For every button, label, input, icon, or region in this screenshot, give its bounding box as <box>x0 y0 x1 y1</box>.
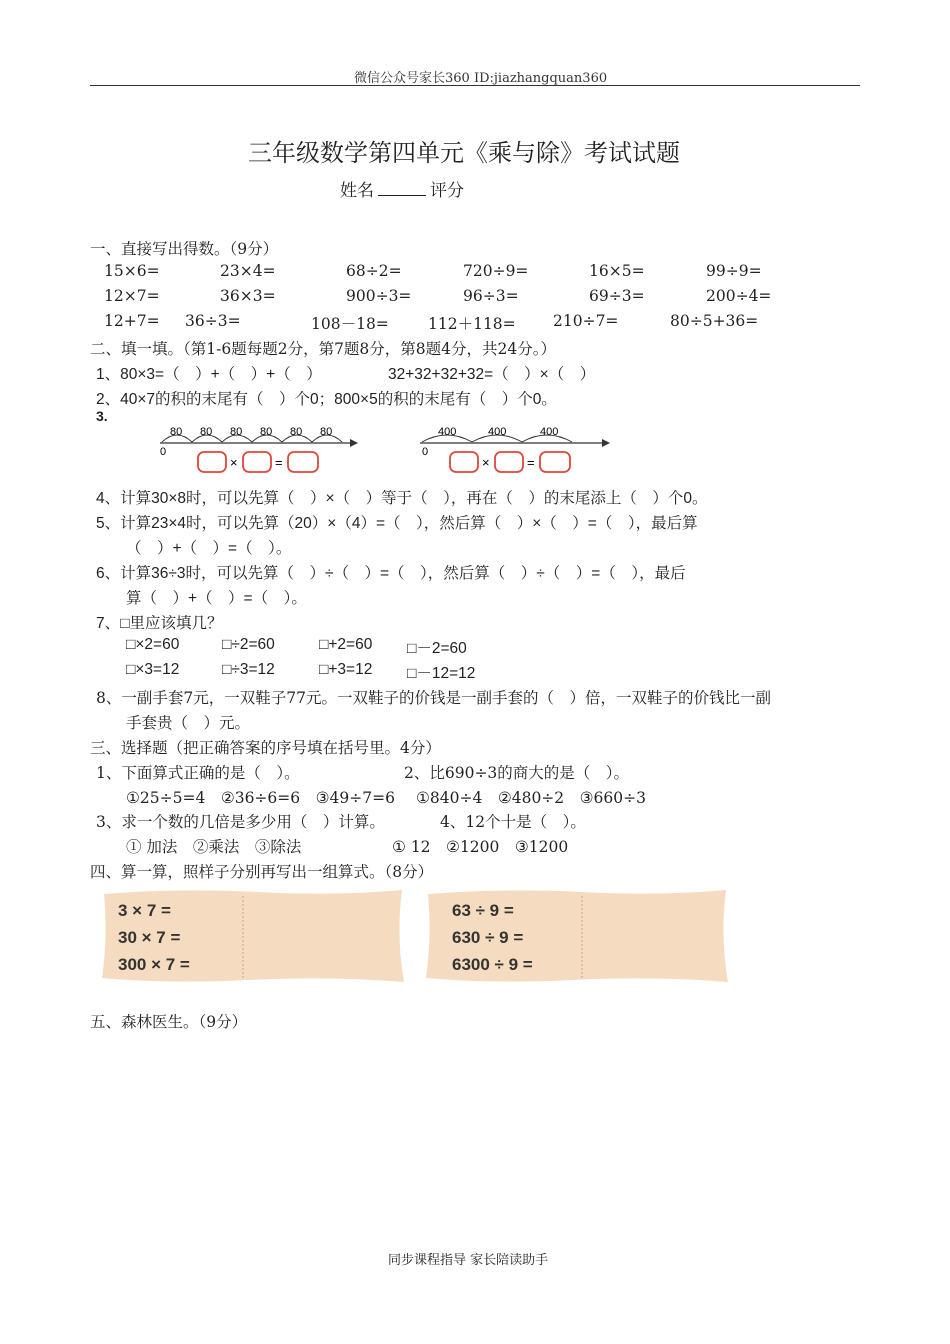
sec1-item: 69÷3= <box>589 287 645 305</box>
sec1-item: 36×3= <box>220 287 276 305</box>
left-tick-label: 80 <box>290 426 303 438</box>
sec1-item: 720÷9= <box>463 262 529 280</box>
sec5-heading: 五、森林医生。（9分） <box>90 1013 248 1031</box>
name-blank[interactable] <box>378 181 426 196</box>
q3-4-options: ① 12 ②1200 ③1200 <box>392 838 569 856</box>
q7-item: □÷2=60 <box>222 636 275 653</box>
right-tick-label: 400 <box>540 426 559 438</box>
q7-item: □×2=60 <box>126 636 180 653</box>
sec1-item: 200÷4= <box>706 287 772 305</box>
answer-box <box>495 452 523 472</box>
q3-2-options: ①840÷4 ②480÷2 ③660÷3 <box>416 789 646 807</box>
example-card-left <box>98 886 408 986</box>
score-label: 评分 <box>430 181 464 201</box>
card-equation: 30 × 7 = <box>118 928 181 947</box>
q7-item: □+3=12 <box>319 661 373 678</box>
header-text: 微信公众号家长360 ID:jiazhangquan360 <box>354 71 608 86</box>
right-arrow <box>602 439 610 447</box>
sec1-item: 80÷5+36= <box>670 312 759 330</box>
op-times: × <box>230 455 238 470</box>
sec1-item: 16×5= <box>589 262 645 280</box>
q2-1a: 1、80×3=（ ）+（ ）+（ ） <box>96 366 322 383</box>
page-title: 三年级数学第四单元《乘与除》考试试题 <box>248 139 680 167</box>
right-tick-label: 400 <box>438 426 457 438</box>
q3-4: 4、12个十是（ ）。 <box>440 813 586 831</box>
sec1-item: 210÷7= <box>553 312 619 330</box>
answer-box <box>450 452 478 472</box>
sec3-heading: 三、选择题（把正确答案的序号填在括号里。4分） <box>90 739 441 757</box>
card-equation: 3 × 7 = <box>118 901 171 920</box>
q3-3: 3、求一个数的几倍是多少用（ ）计算。 <box>96 813 385 831</box>
q7-item: □－12=12 <box>407 665 476 682</box>
card-equation: 63 ÷ 9 = <box>452 901 514 920</box>
sec1-item: 36÷3= <box>185 312 241 330</box>
answer-box <box>198 452 226 472</box>
q2-7: 7、□里应该填几？ <box>96 615 223 632</box>
sec1-item: 108－18= <box>311 315 389 333</box>
q7-item: □÷3=12 <box>222 661 275 678</box>
name-label: 姓名 <box>340 181 374 201</box>
left-tick-label: 80 <box>230 426 243 438</box>
header-rule <box>90 85 860 86</box>
left-tick-label: 80 <box>320 426 333 438</box>
left-tick-label: 80 <box>170 426 183 438</box>
q2-2: 2、40×7的积的末尾有（ ）个0；800×5的积的末尾有（ ）个0。 <box>96 391 557 408</box>
q7-item: □+2=60 <box>319 636 373 653</box>
op-equals: = <box>527 455 535 470</box>
left-tick-label: 80 <box>260 426 273 438</box>
q3-1-options: ①25÷5=4 ②36÷6=6 ③49÷7=6 <box>126 789 395 807</box>
sec1-item: 96÷3= <box>463 287 519 305</box>
card-equation: 300 × 7 = <box>118 955 190 974</box>
right-tick-label: 400 <box>488 426 507 438</box>
answer-box <box>540 452 570 472</box>
q2-1b: 32+32+32+32=（ ）×（ ） <box>388 366 596 383</box>
right-zero-label: 0 <box>422 446 429 458</box>
op-times: × <box>482 455 490 470</box>
sec1-item: 68÷2= <box>346 262 402 280</box>
left-tick-label: 80 <box>200 426 213 438</box>
sec1-item: 23×4= <box>220 262 276 280</box>
q3-2: 2、比690÷3的商大的是（ ）。 <box>404 764 630 782</box>
left-zero-label: 0 <box>160 446 167 458</box>
sec4-heading: 四、算一算，照样子分别再写出一组算式。（8分） <box>90 863 434 881</box>
answer-box <box>288 452 318 472</box>
card-equation: 630 ÷ 9 = <box>452 928 524 947</box>
q2-8a: 8、一副手套7元，一双鞋子77元。一双鞋子的价钱是一副手套的（ ）倍，一双鞋子的价钱比一副 <box>96 689 771 707</box>
sec1-item: 112＋118= <box>428 315 516 333</box>
answer-box <box>243 452 271 472</box>
sec1-item: 99÷9= <box>706 262 762 280</box>
sec2-heading: 二、填一填。（第1-6题每题2分，第7题8分，第8题4分，共24分。） <box>90 340 556 358</box>
q3-1: 1、下面算式正确的是（ ）。 <box>96 764 300 782</box>
sec1-item: 12×7= <box>104 287 160 305</box>
q2-8b: 手套贵（ ）元。 <box>126 714 251 732</box>
q2-5b: （ ）+（ ）=（ ）。 <box>126 540 292 557</box>
q2-4: 4、计算30×8时，可以先算（ ）×（ ）等于（ ），再在（ ）的末尾添上（ ）个0。 <box>96 490 708 507</box>
q3-3-options: ① 加法 ②乘法 ③除法 <box>126 838 302 856</box>
q7-item: □－2=60 <box>407 640 467 657</box>
q2-6a: 6、计算36÷3时，可以先算（ ）÷（ ）=（ ），然后算（ ）÷（ ）=（ ），最后 <box>96 565 686 582</box>
op-equals: = <box>275 455 283 470</box>
q7-item: □×3=12 <box>126 661 180 678</box>
footer-text: 同步课程指导 家长陪读助手 <box>388 1253 549 1268</box>
sec1-heading: 一、直接写出得数。（9分） <box>90 240 279 258</box>
left-arrow <box>350 439 358 447</box>
sec1-item: 12+7= <box>104 312 160 330</box>
q2-3-label: 3. <box>96 408 108 424</box>
sec1-item: 15×6= <box>104 262 160 280</box>
example-card-right <box>422 886 732 986</box>
number-line-figure <box>150 420 620 480</box>
card-equation: 6300 ÷ 9 = <box>452 955 533 974</box>
q2-6b: 算（ ）+（ ）=（ ）。 <box>126 590 307 607</box>
name-score-line <box>340 176 464 201</box>
q2-5a: 5、计算23×4时，可以先算（20）×（4）=（ ），然后算（ ）×（ ）=（ ），最后算 <box>96 515 698 532</box>
sec1-item: 900÷3= <box>346 287 412 305</box>
